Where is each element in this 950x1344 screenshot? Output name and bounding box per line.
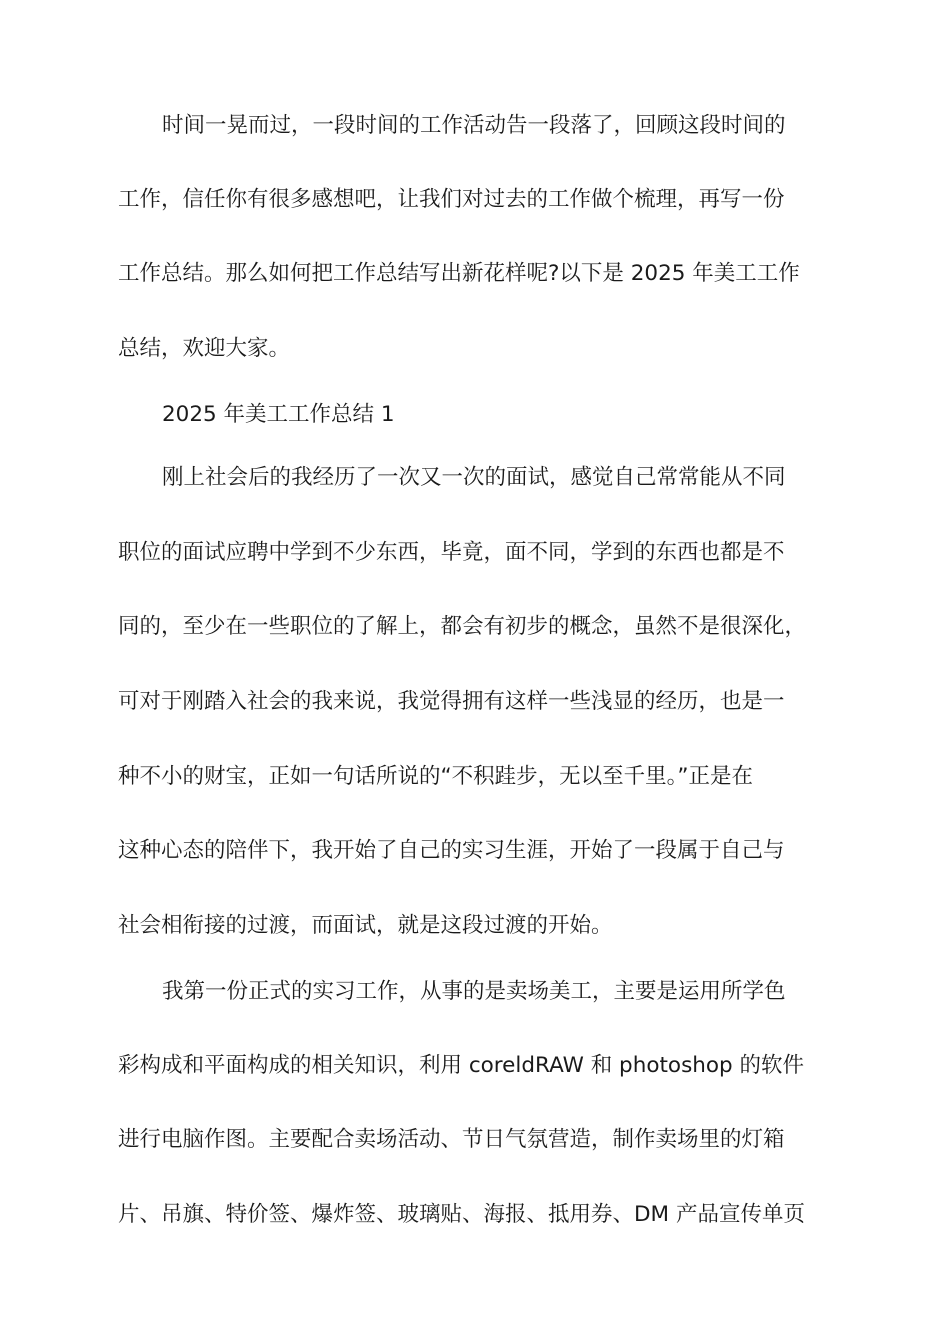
para2-line-1: 我第一份正式的实习工作，从事的是卖场美工，主要是运用所学色 [162,979,786,1004]
para2-line-4: 片、吊旗、特价签、爆炸签、玻璃贴、海报、抵用券、DM 产品宣传单页 [118,1202,805,1227]
para1-line-2: 职位的面试应聘中学到不少东西，毕竟，面不同，学到的东西也都是不 [118,540,785,565]
para1-line-5: 种不小的财宝，正如一句话所说的“不积跬步，无以至千里。”正是在 [118,764,754,789]
section-heading: 2025 年美工工作总结 1 [162,402,395,427]
para2-line-2: 彩构成和平面构成的相关知识，利用 coreldRAW 和 photoshop 的软件 [118,1053,805,1078]
para1-line-4: 可对于刚踏入社会的我来说，我觉得拥有这样一些浅显的经历，也是一 [118,689,785,714]
para1-line-1: 刚上社会后的我经历了一次又一次的面试，感觉自己常常能从不同 [162,465,786,490]
intro-line-4: 总结，欢迎大家。 [118,336,291,361]
para1-line-3: 同的，至少在一些职位的了解上，都会有初步的概念，虽然不是很深化， [118,614,807,639]
para2-line-3: 进行电脑作图。主要配合卖场活动、节日气氛营造，制作卖场里的灯箱 [118,1127,785,1152]
intro-line-2: 工作，信任你有很多感想吧，让我们对过去的工作做个梳理，再写一份 [118,187,785,212]
intro-line-3: 工作总结。那么如何把工作总结写出新花样呢?以下是 2025 年美工工作 [118,261,800,286]
intro-line-1: 时间一晃而过，一段时间的工作活动告一段落了，回顾这段时间的 [162,113,786,138]
para1-line-7: 社会相衔接的过渡，而面试，就是这段过渡的开始。 [118,913,613,938]
para1-line-6: 这种心态的陪伴下，我开始了自己的实习生涯，开始了一段属于自己与 [118,838,785,863]
